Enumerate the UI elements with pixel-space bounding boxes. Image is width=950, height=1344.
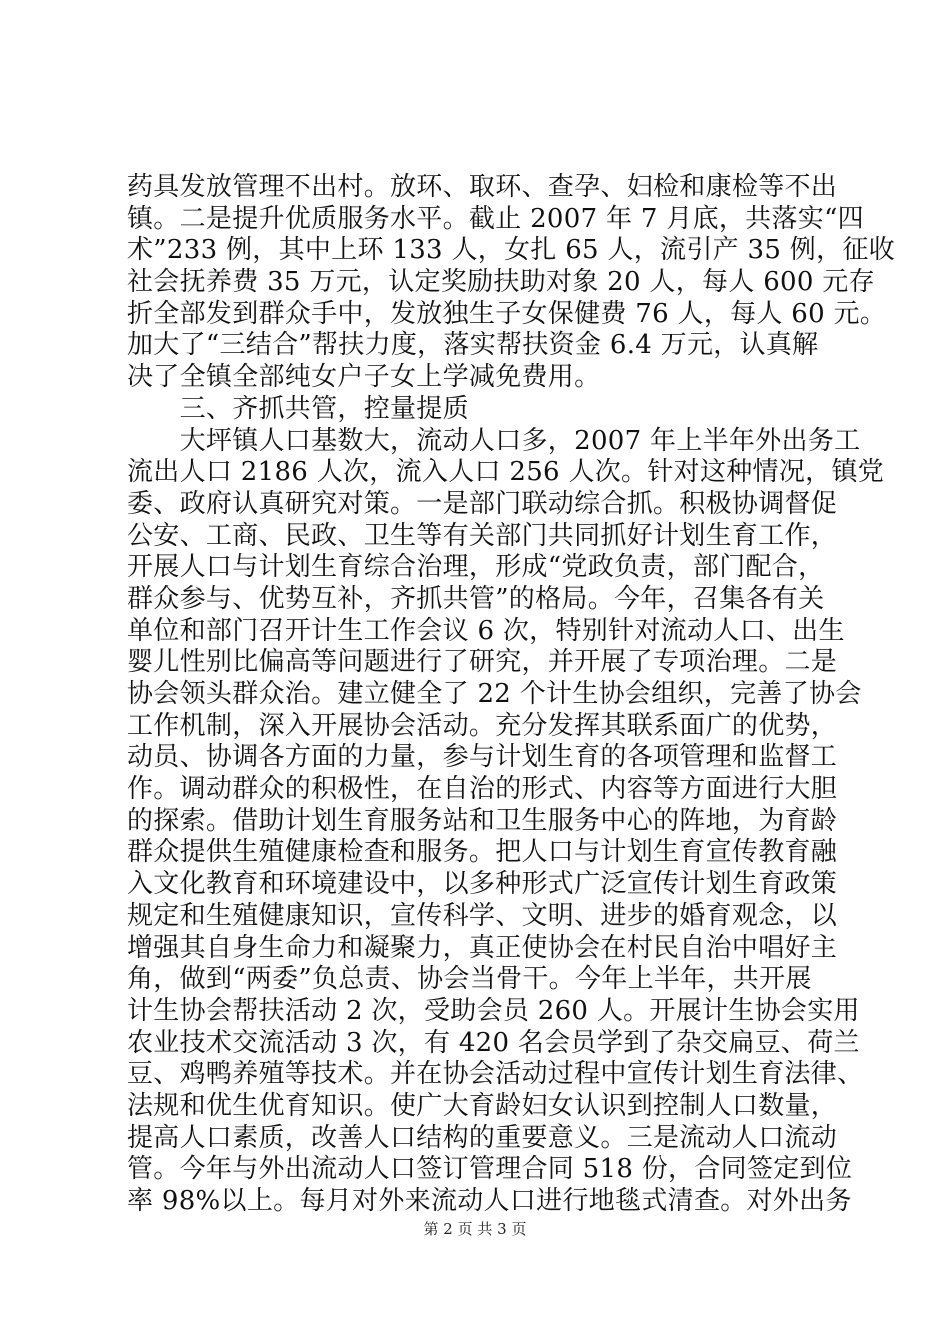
- text-line: 计生协会帮扶活动 2 次，受助会员 260 人。开展计生协会实用: [127, 995, 860, 1026]
- text-line: 工作机制，深入开展协会活动。充分发挥其联系面广的优势，: [127, 710, 838, 741]
- text-line: 流出人口 2186 人次，流入人口 256 人次。针对这种情况，镇党: [127, 457, 885, 488]
- text-line: 公安、工商、民政、卫生等有关部门共同抓好计划生育工作，: [127, 520, 838, 551]
- text-line: 率 98%以上。每月对外来流动人口进行地毯式清查。对外出务: [127, 1186, 852, 1216]
- text-line: 委、政府认真研究对策。一是部门联动综合抓。积极协调督促: [127, 488, 838, 519]
- text-line: 豆、鸡鸭养殖等技术。并在协会活动过程中宣传计划生育法律、: [127, 1059, 864, 1090]
- text-line: 增强其自身生命力和凝聚力，真正使协会在村民自治中唱好主: [127, 932, 838, 963]
- page-number-footer: 第 2 页 共 3 页: [423, 1220, 527, 1238]
- text-line: 加大了“三结合”帮扶力度，落实帮扶资金 6.4 万元，认真解: [127, 330, 819, 361]
- text-line: 作。调动群众的积极性，在自治的形式、内容等方面进行大胆: [127, 774, 838, 805]
- text-line: 决了全镇全部纯女户子女上学减免费用。: [127, 362, 601, 393]
- text-line: 术”233 例，其中上环 133 人，女扎 65 人，流引产 35 例，征收: [127, 235, 895, 266]
- text-line: 协会领头群众治。建立健全了 22 个计生协会组织，完善了协会: [127, 679, 862, 709]
- text-line: 折全部发到群众手中，发放独生子女保健费 76 人，每人 60 元。: [127, 298, 887, 329]
- text-line: 开展人口与计划生育综合治理，形成“党政负责，部门配合，: [127, 552, 825, 583]
- text-line: 群众提供生殖健康检查和服务。把人口与计划生育宣传教育融: [127, 837, 838, 868]
- text-line: 婴儿性别比偏高等问题进行了研究，并开展了专项治理。二是: [127, 647, 838, 678]
- text-line: 社会抚养费 35 万元，认定奖励扶助对象 20 人，每人 600 元存: [127, 267, 875, 298]
- text-line: 大坪镇人口基数大，流动人口多，2007 年上半年外出务工: [127, 425, 861, 456]
- text-line: 的探索。借助计划生育服务站和卫生服务中心的阵地，为育龄: [127, 805, 838, 836]
- text-line: 管。今年与外出流动人口签订管理合同 518 份，合同签定到位: [127, 1154, 853, 1185]
- text-line: 角，做到“两委”负总责、协会当骨干。今年上半年，共开展: [127, 964, 812, 995]
- text-line: 群众参与、优势互补，齐抓共管”的格局。今年，召集各有关: [127, 583, 825, 614]
- document-body: [127, 172, 895, 1218]
- text-line: 农业技术交流活动 3 次，有 420 名会员学到了杂交扁豆、荷兰: [127, 1027, 860, 1058]
- text-line: 单位和部门召开计生工作会议 6 次，特别针对流动人口、出生: [127, 615, 845, 646]
- text-line: 规定和生殖健康知识，宣传科学、文明、进步的婚育观念，以: [127, 900, 838, 931]
- text-line: 动员、协调各方面的力量，参与计划生育的各项管理和监督工: [127, 742, 838, 773]
- section-heading: 三、齐抓共管，控量提质: [127, 393, 469, 424]
- text-line: 药具发放管理不出村。放环、取环、查孕、妇检和康检等不出: [127, 172, 838, 202]
- text-line: 入文化教育和环境建设中，以多种形式广泛宣传计划生育政策: [127, 869, 838, 900]
- text-line: 镇。二是提升优质服务水平。截止 2007 年 7 月底，共落实“四: [127, 203, 864, 234]
- text-line: 法规和优生优育知识。使广大育龄妇女认识到控制人口数量，: [127, 1090, 838, 1121]
- text-line: 提高人口素质，改善人口结构的重要意义。三是流动人口流动: [127, 1122, 838, 1153]
